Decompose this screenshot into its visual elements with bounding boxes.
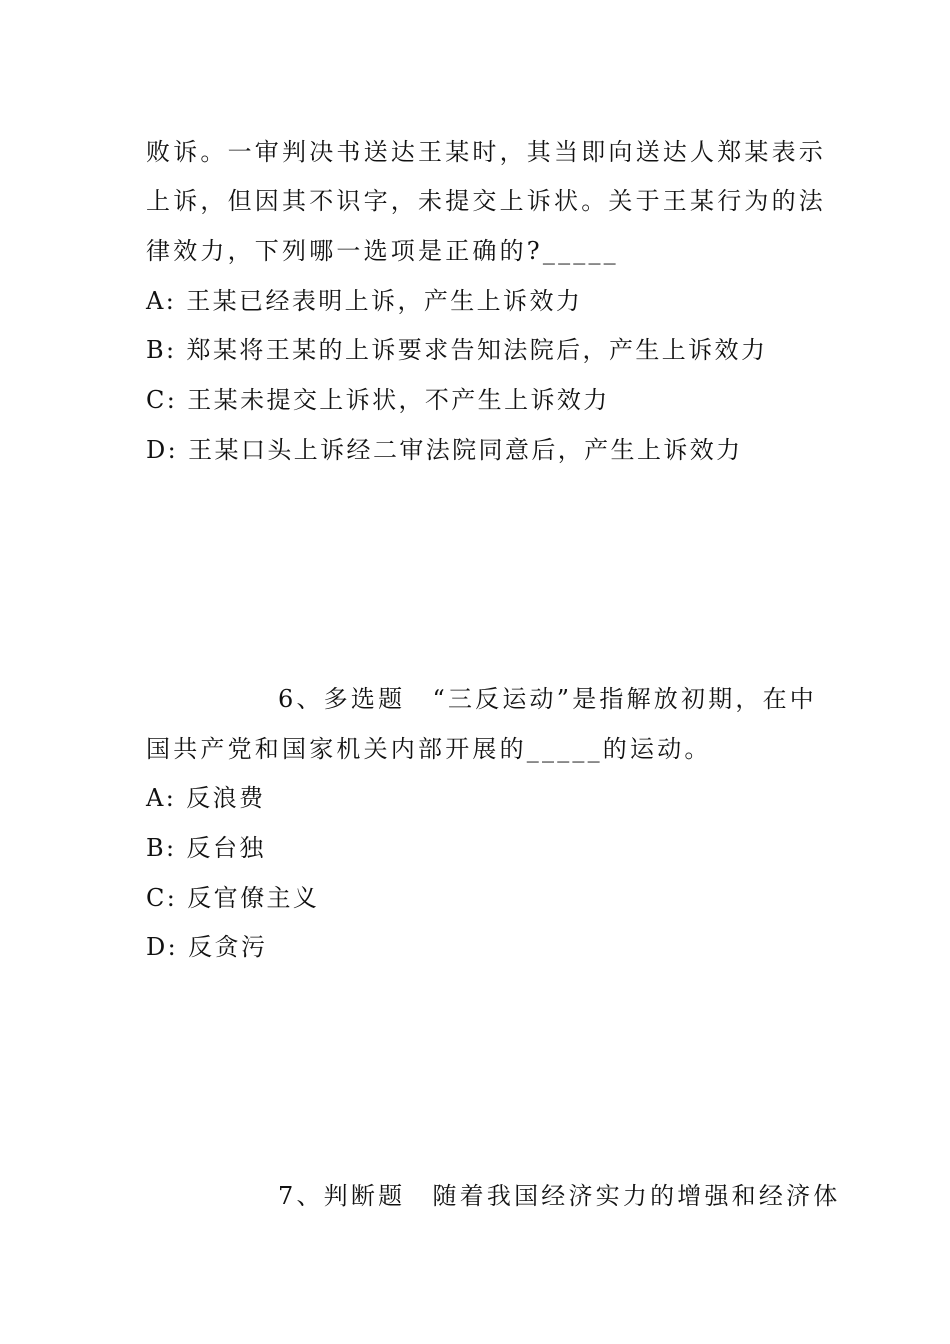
question-7-stem-line: 7、判断题 随着我国经济实力的增强和经济体 (278, 1182, 841, 1210)
question-6-stem-line: 国共产党和国家机关内部开展的_____的运动。 (146, 735, 712, 763)
question-5-stem-line: 律效力，下列哪一选项是正确的?_____ (146, 237, 619, 265)
question-5-option-d: D: 王某口头上诉经二审法院同意后，产生上诉效力 (146, 436, 743, 464)
question-6-option-b: B: 反台独 (146, 834, 266, 862)
question-6-option-a: A: 反浪费 (146, 784, 266, 812)
question-5-option-c: C: 王某未提交上诉状，不产生上诉效力 (146, 386, 610, 414)
question-5-option-a: A: 王某已经表明上诉，产生上诉效力 (146, 287, 583, 315)
question-5-option-b: B: 郑某将王某的上诉要求告知法院后，产生上诉效力 (146, 336, 768, 364)
question-5-stem-line: 上诉，但因其不识字，未提交上诉状。关于王某行为的法 (146, 187, 826, 215)
question-6-option-c: C: 反官僚主义 (146, 884, 320, 912)
question-5-stem-line: 败诉。一审判决书送达王某时，其当即向送达人郑某表示 (146, 138, 826, 166)
question-6-option-d: D: 反贪污 (146, 933, 268, 961)
question-6-stem-line: 6、多选题 “三反运动”是指解放初期，在中 (278, 685, 818, 713)
